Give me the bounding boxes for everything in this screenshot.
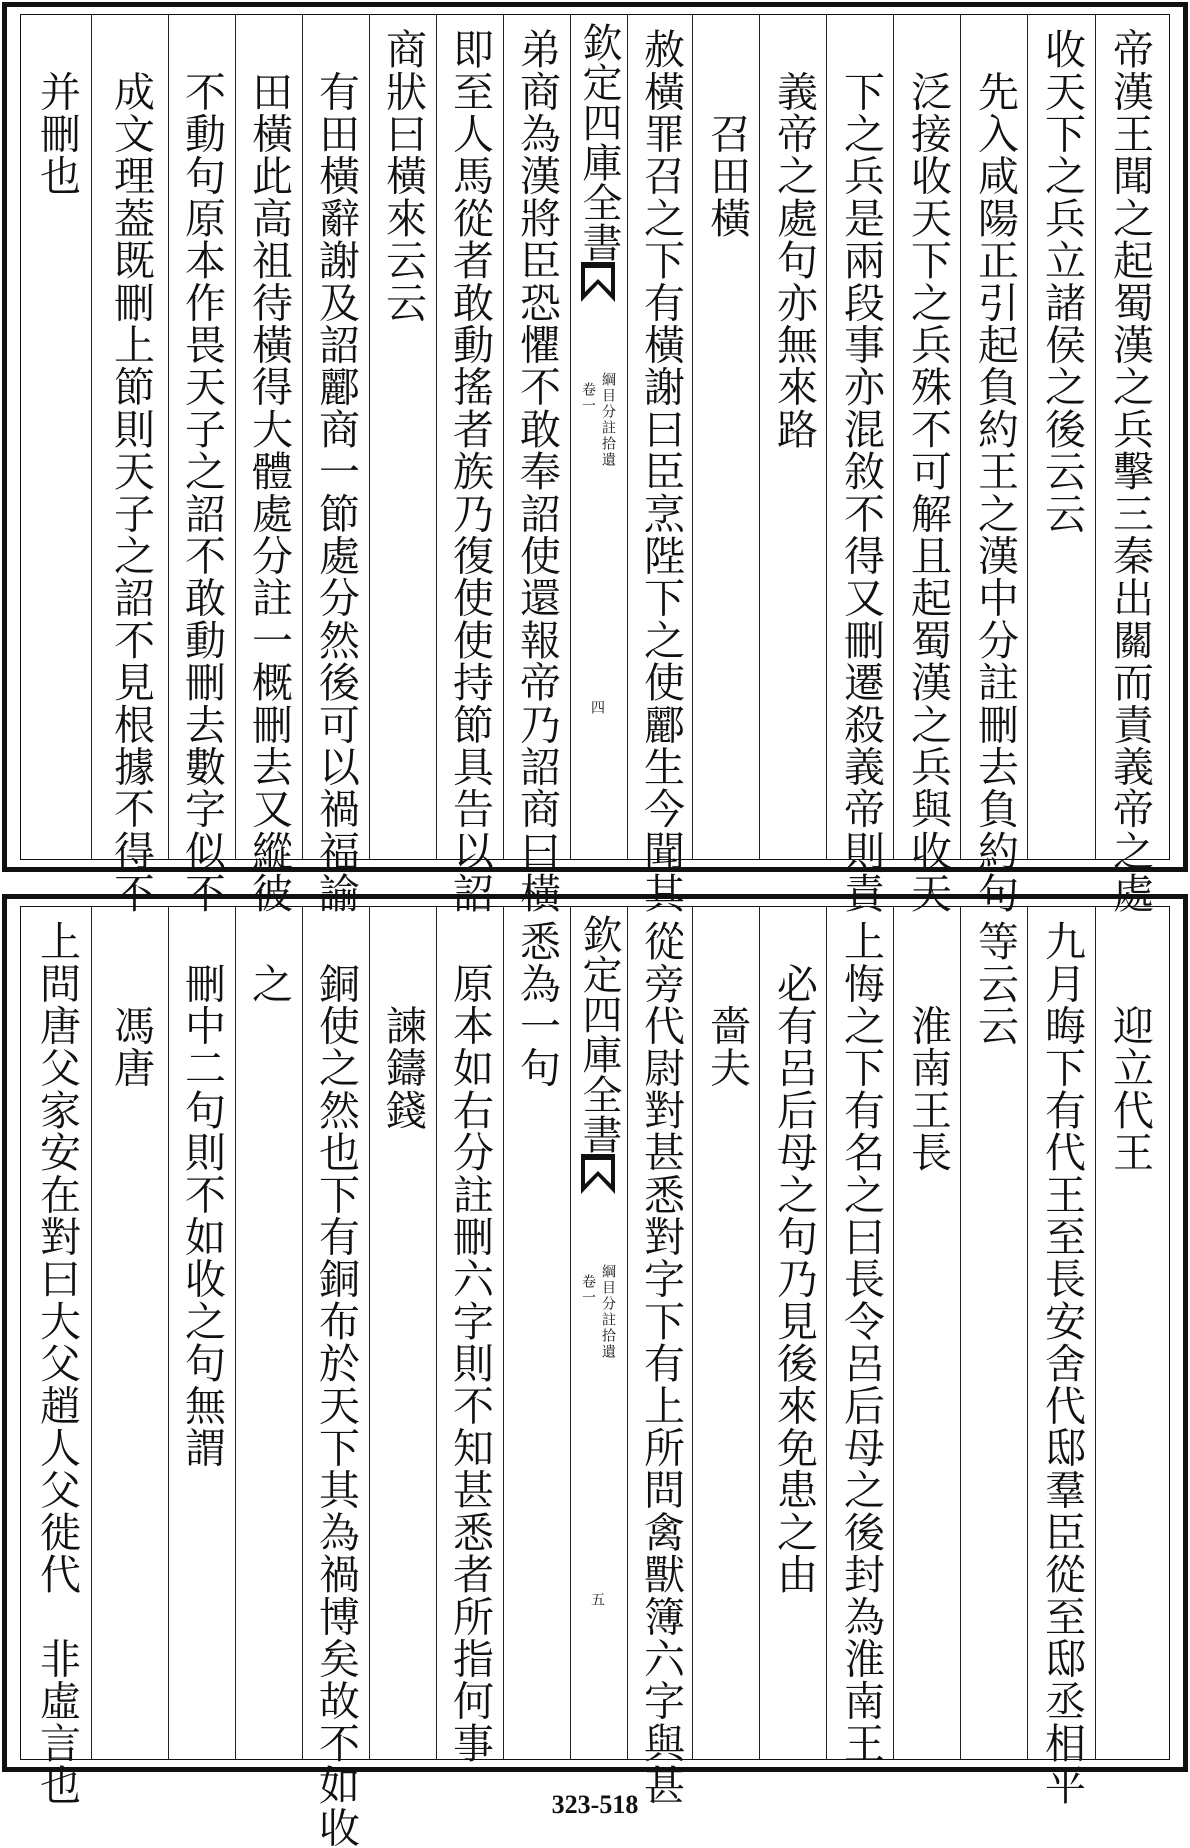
text-column: 之	[245, 920, 293, 1005]
volume-number: 卷一	[580, 1274, 596, 1306]
text-column: 銅使之然也下有銅布於天下其為禍博矣故不如收	[312, 920, 360, 1848]
text-column: 下之兵是兩段事亦混敘不得又刪遷殺義帝則責	[837, 28, 885, 915]
text-column: 泛接收天下之兵殊不可解且起蜀漢之兵與收天	[904, 28, 952, 915]
text-column: 收天下之兵立諸侯之後云云	[1038, 28, 1086, 535]
fish-tail-mark-icon	[581, 1154, 615, 1194]
text-column: 弟商為漢將臣恐懼不敢奉詔使還報帝乃詔商曰橫	[513, 28, 561, 915]
text-column: 帝漢王聞之起蜀漢之兵擊三秦出關而責義帝之處	[1106, 28, 1154, 915]
section-heading: 迎立代王	[1106, 920, 1154, 1174]
book-name: 綱目分註拾遺	[600, 372, 616, 468]
text-column: 義帝之處句亦無來路	[770, 28, 818, 450]
page-code: 323-518	[551, 1790, 639, 1819]
text-column: 赦橫罪召之下有橫謝曰臣烹陛下之使酈生今聞其	[637, 28, 685, 915]
book-name: 綱目分註拾遺	[600, 1264, 616, 1360]
top-page-panel	[0, 0, 1190, 915]
text-column: 不動句原本作畏天子之詔不敢動刪去數字似不	[178, 28, 226, 915]
text-column: 原本如右分註刪六字則不知甚悉者所指何事	[446, 920, 494, 1764]
text-column: 田橫此高祖待橫得大體處分註一概刪去又縱彼	[245, 28, 293, 915]
text-column: 九月晦下有代王至長安舍代邸羣臣從至邸丞相平	[1038, 920, 1086, 1807]
text-column: 上問唐父家安在對曰大父趙人父徙代 非虛言也	[33, 920, 81, 1807]
volume-number: 卷一	[580, 382, 596, 414]
text-column: 悉為一句	[513, 920, 561, 1089]
book-title: 欽定四庫全書	[576, 22, 622, 262]
text-column: 必有呂后母之句乃見後來免患之由	[770, 920, 818, 1596]
section-heading: 淮南王長	[904, 920, 952, 1174]
section-heading: 諫鑄錢	[379, 920, 427, 1131]
text-column: 上悔之下有名之曰長令呂后母之後封為淮南王	[837, 920, 885, 1764]
text-column: 等云云	[971, 920, 1019, 1047]
leaf-number: 四	[589, 700, 605, 716]
text-column: 并刪也	[33, 28, 81, 197]
leaf-number: 五	[589, 1592, 605, 1608]
fish-tail-mark-icon	[581, 262, 615, 302]
section-heading: 嗇夫	[703, 920, 751, 1089]
text-column: 有田橫辭謝及詔酈商一節處分然後可以禍福諭	[312, 28, 360, 915]
section-heading: 馮唐	[107, 920, 155, 1089]
text-column: 先入咸陽正引起負約王之漢中分註刪去負約句	[971, 28, 1019, 915]
text-column: 商狀曰橫來云云	[379, 28, 427, 324]
text-column: 刪中二句則不如收之句無謂	[178, 920, 226, 1469]
text-column: 從旁代尉對甚悉對字下有上所問禽獸簿六字與甚	[637, 920, 685, 1807]
text-column: 成文理葢既刪上節則天子之詔不見根據不得不	[107, 28, 155, 915]
text-column: 即至人馬從者敢動搖者族乃復使使持節具告以詔	[446, 28, 494, 915]
section-heading: 召田橫	[703, 28, 751, 239]
book-title: 欽定四庫全書	[576, 914, 622, 1154]
